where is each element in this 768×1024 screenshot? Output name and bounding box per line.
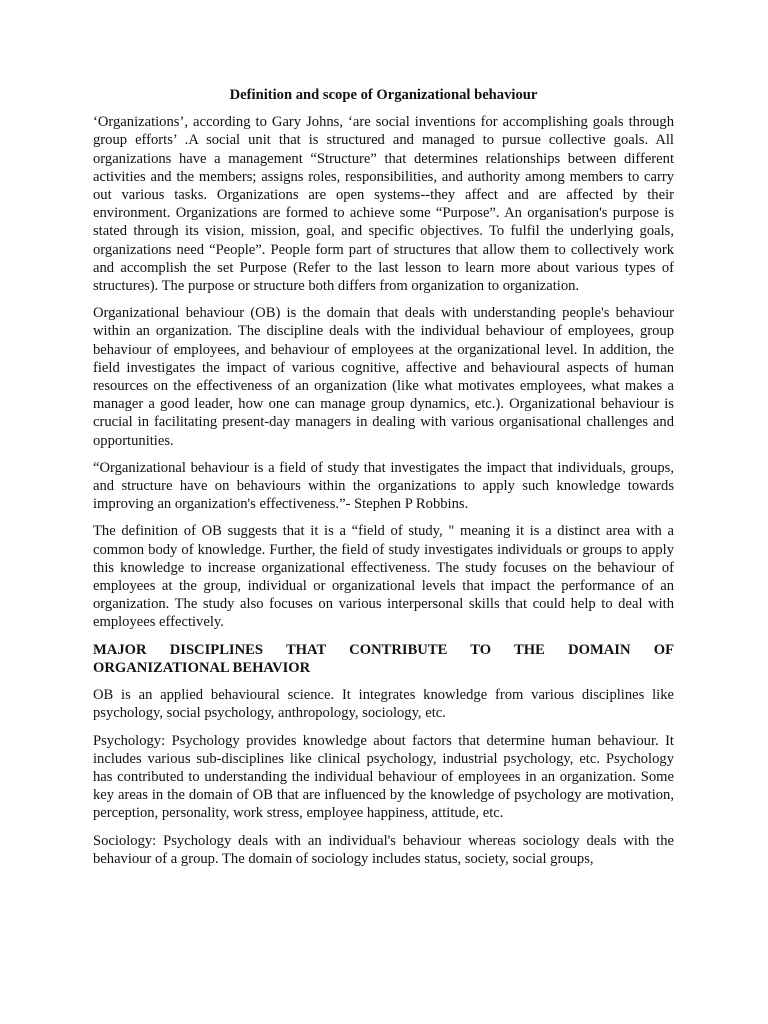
paragraph-organizations-definition: ‘Organizations’, according to Gary Johns, ‘are social inventions for accomplishing goals through group efforts’ .A social unit that is structured and managed to pursue collective goals. All organizations have a management “Structure” that determines relationships between different activities and the members; assigns roles, responsibilities, and authority among members to carry out various tasks. Organizations are open systems--they affect and are affected by their environment. Organizations are formed to achieve some “Purpose”. An organisation's purpose is stated through its vision, mission, goal, and specific objectives. To fulfil the underlying goals, organizations need “People”. People form part of structures that allow them to collectively work and accomplish the set Purpose (Refer to the last lesson to learn more about various types of structures). The purpose or structure both differs from organization to organization. — [93, 114, 674, 295]
section-heading-major-disciplines — [93, 641, 674, 677]
section-heading-line-2: ORGANIZATIONAL BEHAVIOR — [93, 659, 311, 676]
paragraph-applied-science: OB is an applied behavioural science. It integrates knowledge from various disciplines like psychology, social psychology, anthropology, sociology, etc. — [93, 687, 674, 722]
paragraph-ob-domain: Organizational behaviour (OB) is the domain that deals with understanding people's behaviour within an organization. The discipline deals with the individual behaviour of employees, group behaviour of employees, and behaviour of employees at the organizational level. In addition, the field investigates the impact of various cognitive, affective and behavioural aspects of human resources on the effectiveness of an organization (like what motivates employees, what makes a manager a good leader, how one can manage group dynamics, etc.). Organizational behaviour is crucial in facilitating present-day managers in dealing with various organisational challenges and opportunities. — [93, 305, 674, 449]
paragraph-sociology: Sociology: Psychology deals with an individual's behaviour whereas sociology deals with the behaviour of a group. The domain of sociology includes status, society, social groups, — [93, 832, 674, 867]
document-page — [93, 86, 674, 877]
document-title: Definition and scope of Organizational behaviour — [229, 87, 538, 103]
paragraph-robbins-quote: “Organizational behaviour is a field of study that investigates the impact that individuals, groups, and structure have on behaviours within the organizations to apply such knowledge towards improving an organization's effectiveness.”- Stephen P Robbins. — [93, 459, 674, 513]
paragraph-psychology: Psychology: Psychology provides knowledge about factors that determine human behaviour. It includes various sub-disciplines like clinical psychology, industrial psychology, etc. Psychology has contributed to understanding the individual behaviour of employees in an organization. Some key areas in the domain of OB that are influenced by the knowledge of psychology are motivation, perception, personality, work stress, employee happiness, attitude, etc. — [93, 732, 674, 822]
section-heading-line-1: MAJOR DISCIPLINES THAT CONTRIBUTE TO THE DOMAIN OF — [93, 641, 674, 658]
paragraph-ob-definition-explained: The definition of OB suggests that it is a “field of study, " meaning it is a distinct area with a common body of knowledge. Further, the field of study investigates individuals or groups to apply this knowledge to increase organizational effectiveness. The study focuses on the behaviour of employees at the group, individual or organizational levels that impact the performance of an organization. The study also focuses on various interpersonal skills that could help to deal with employees effectively. — [93, 523, 674, 631]
